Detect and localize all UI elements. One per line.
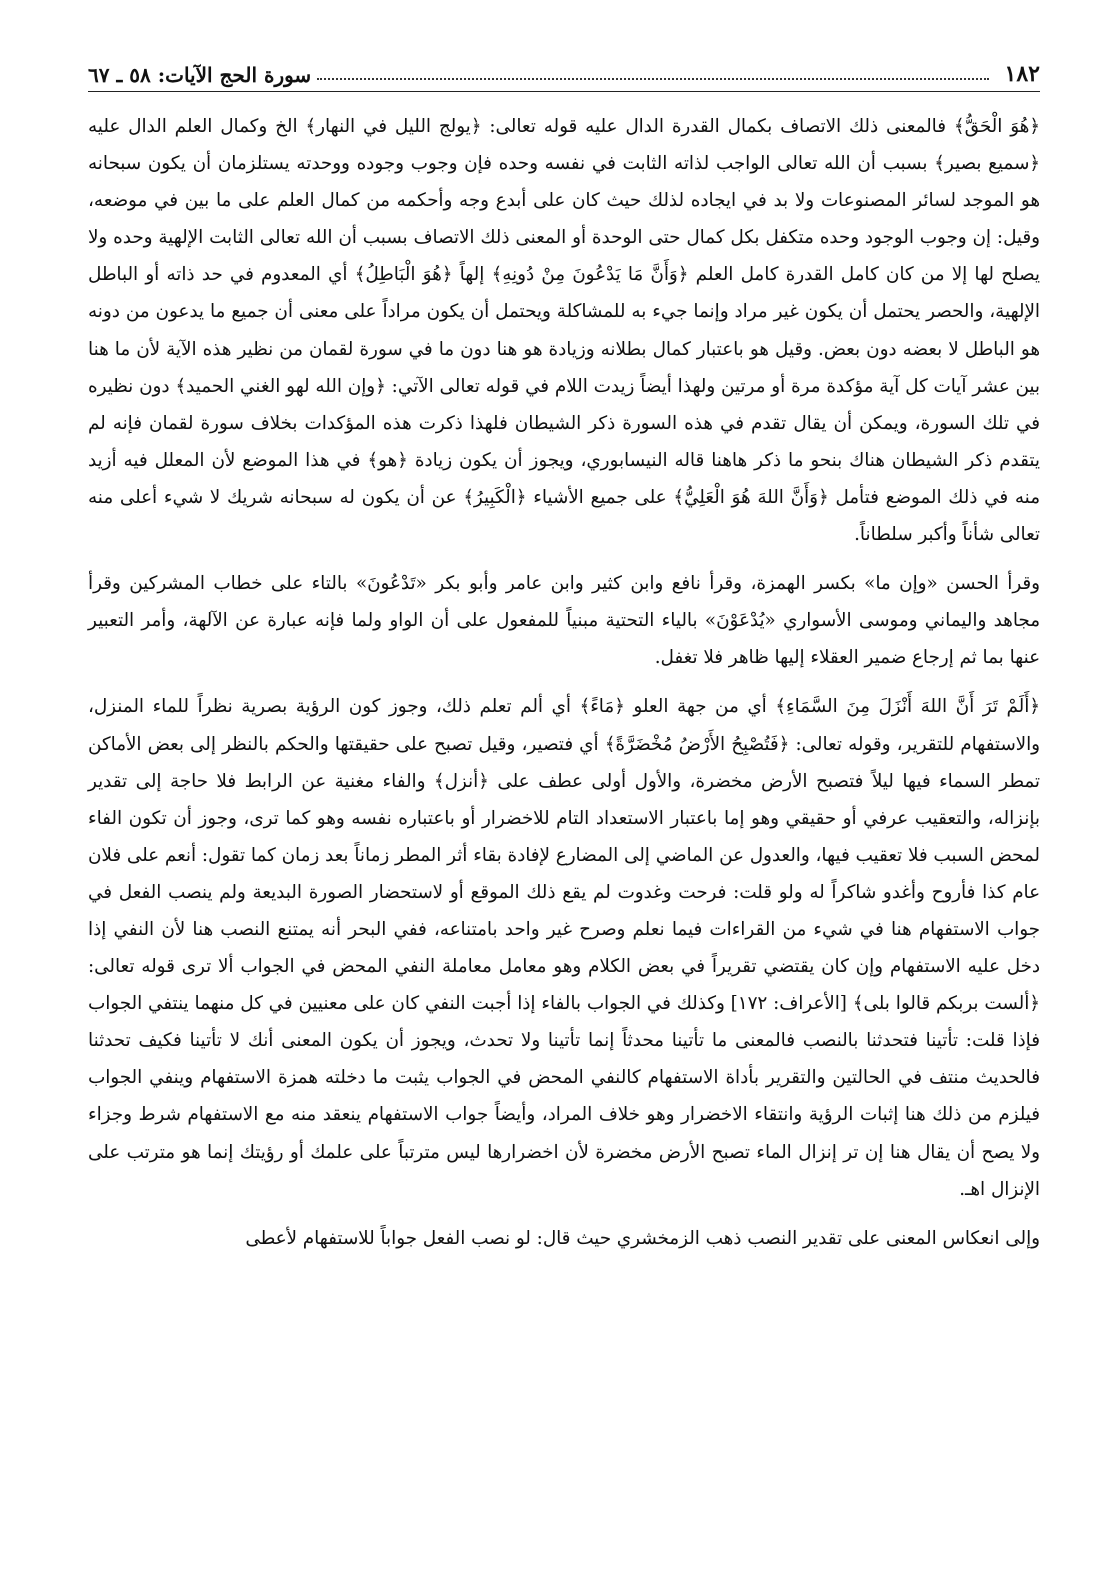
header-dotted-leader (317, 78, 988, 80)
running-title: سورة الحج الآيات: ٥٨ ـ ٦٧ (88, 63, 312, 87)
paragraph-tafsir-alam-tara: ﴿أَلَمْ تَرَ أَنَّ اللهَ أَنْزَلَ مِنَ السَّمَاءِ﴾ أي من جهة العلو ﴿مَاءً﴾ أي ألم تعلم ذلك، وجوز كون الرؤية بصرية نظراً للماء المنزل، والاستفهام للتقرير، وقوله تعالى: ﴿فَتُصْبِحُ الأَرْضُ مُخْضَرَّةً﴾ أي فتصير، وقيل تصبح على حقيقتها والحكم بالنظر إلى بعض الأماكن تمطر السماء فيها ليلاً فتصبح الأرض مخضرة، والأول أولى عطف على ﴿أنزل﴾ والفاء مغنية عن الرابط فلا حاجة إلى تقدير بإنزاله، والتعقيب عرفي أو حقيقي وهو إما باعتبار الاستعداد التام للاخضرار أو باعتباره نفسه وهو كما ترى، وجوز أن تكون الفاء لمحض السبب فلا تعقيب فيها، والعدول عن الماضي إلى المضارع لإفادة بقاء أثر المطر زماناً بعد زمان كما تقول: أنعم على فلان عام كذا فأروح وأغدو شاكراً له ولو قلت: فرحت وغدوت لم يقع ذلك الموقع أو لاستحضار الصورة البديعة ولم ينصب الفعل في جواب الاستفهام هنا في شيء من القراءات فيما نعلم وصرح غير واحد بامتناعه، ففي البحر أنه يمتنع النصب هنا لأن النفي إذا دخل عليه الاستفهام وإن كان يقتضي تقريراً في بعض الكلام وهو معامل معاملة النفي المحض في الجواب ألا ترى قوله تعالى: ﴿ألست بربكم قالوا بلى﴾ [الأعراف: ١٧٢] وكذلك في الجواب بالفاء إذا أجبت النفي كان على معنيين في كل منهما ينتفي الجواب فإذا قلت: تأتينا فتحدثنا بالنصب فالمعنى ما تأتينا محدثاً إنما تأتينا ولا تحدث، ويجوز أن يكون المعنى أنك لا تأتينا فكيف تحدثنا فالحديث منتف في الحالتين والتقرير بأداة الاستفهام كالنفي المحض في الجواب يثبت ما دخلته همزة الاستفهام وينفي الجواب فيلزم من ذلك هنا إثبات الرؤية وانتقاء الاخضرار وهو خلاف المراد، وأيضاً جواب الاستفهام ينعقد منه مع الاستفهام شرط وجزاء ولا يصح أن يقال هنا إن تر إنزال الماء تصبح الأرض مخضرة لأن اخضرارها ليس مترتباً على علمك أو رؤيتك إنما هو مترتب على الإنزال اهـ. (88, 696, 1040, 1200)
paragraph-tafsir-al-haqq: ﴿هُوَ الْحَقُّ﴾ فالمعنى ذلك الاتصاف بكمال القدرة الدال عليه قوله تعالى: ﴿يولج الليل في النهار﴾ الخ وكمال العلم الدال عليه ﴿سميع بصير﴾ بسبب أن الله تعالى الواجب لذاته الثابت في نفسه وحده فإن وجوب وجوده ووحدته يستلزمان أن يكون سبحانه هو الموجد لسائر المصنوعات ولا بد في ايجاده لذلك حيث كان على أبدع وجه وأحكمه من كمال العلم على ما بين في موضعه، وقيل: إن وجوب الوجود وحده متكفل بكل كمال حتى الوحدة أو المعنى ذلك الاتصاف بسبب أن الله تعالى الثابت الإلهية وحده ولا يصلح لها إلا من كان كامل القدرة كامل العلم ﴿وَأَنَّ مَا يَدْعُونَ مِنْ دُونِهِ﴾ إلهاً ﴿هُوَ الْبَاطِلُ﴾ أي المعدوم في حد ذاته أو الباطل الإلهية، والحصر يحتمل أن يكون غير مراد وإنما جيء به للمشاكلة ويحتمل أن يكون مراداً على معنى أن جميع ما يدعون من دونه هو الباطل لا بعضه دون بعض. وقيل هو باعتبار كمال بطلانه وزيادة هو هنا دون ما في سورة لقمان من نظير هذه الآية لأن ما هنا بين عشر آيات كل آية مؤكدة مرة أو مرتين ولهذا أيضاً زيدت اللام في قوله تعالى الآتي: ﴿وإن الله لهو الغني الحميد﴾ دون نظيره في تلك السورة، ويمكن أن يقال تقدم في هذه السورة ذكر الشيطان فلهذا ذكرت هذه المؤكدات بخلاف سورة لقمان فإنه لم يتقدم ذكر الشيطان هناك بنحو ما ذكر هاهنا قاله النيسابوري، ويجوز أن يكون زيادة ﴿هو﴾ في هذا الموضع لأن المعلل فيه أزيد منه في ذلك الموضع فتأمل ﴿وَأَنَّ اللهَ هُوَ الْعَلِيُّ﴾ على جميع الأشياء ﴿الْكَبِيرُ﴾ عن أن يكون له سبحانه شريك لا شيء أعلى منه تعالى شأناً وأكبر سلطاناً. (88, 116, 1040, 546)
book-page (88, 56, 1040, 1556)
page-body (88, 108, 1040, 1257)
paragraph-qiraat: وقرأ الحسن «وإن ما» بكسر الهمزة، وقرأ نافع وابن كثير وابن عامر وأبو بكر «تَدْعُونَ» بالتاء على خطاب المشركين وقرأ مجاهد واليماني وموسى الأسواري «يُدْعَوْنَ» بالياء التحتية مبنياً للمفعول على أن الواو ولما فإنه عبارة عن الآلهة، وأمر التعبير عنها بما ثم إرجاع ضمير العقلاء إليها ظاهر فلا تغفل. (88, 573, 1040, 669)
page-header (88, 56, 1040, 92)
paragraph-zamakhshari: وإلى انعكاس المعنى على تقدير النصب ذهب الزمخشري حيث قال: لو نصب الفعل جواباً للاستفهام لأعطى (245, 1227, 1040, 1249)
page-number: ١٨٢ (1004, 61, 1040, 87)
